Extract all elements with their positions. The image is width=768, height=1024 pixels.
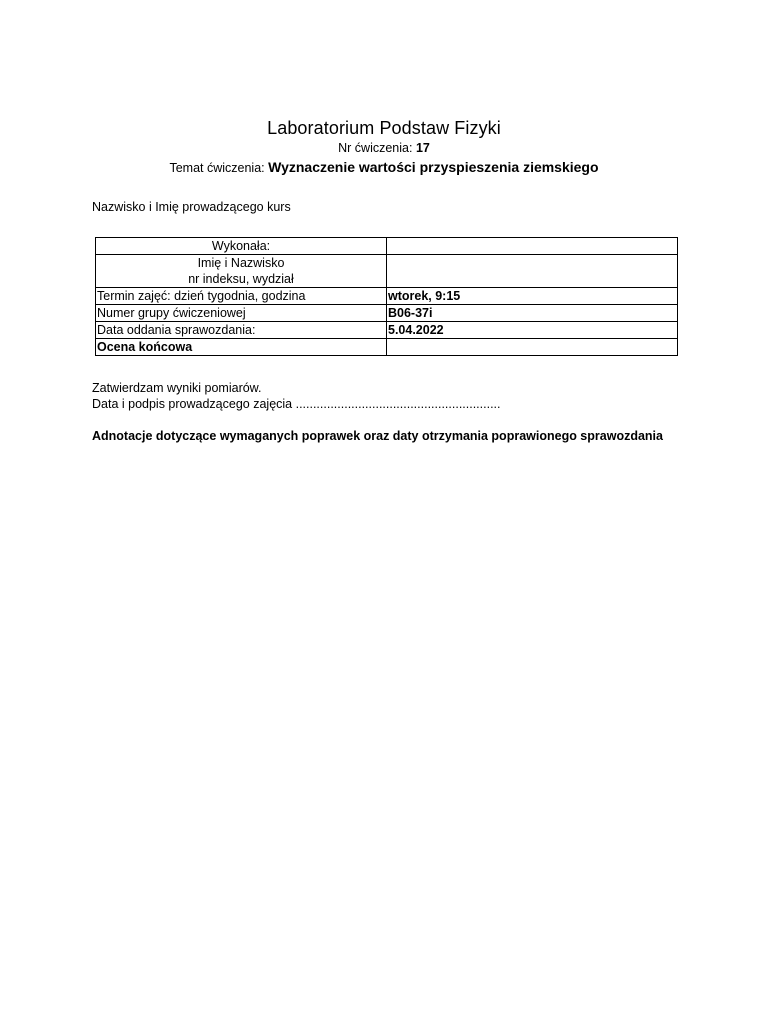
name-index-cell xyxy=(96,255,387,288)
instructor-name-line: Nazwisko i Imię prowadzącego kurs xyxy=(92,200,291,214)
exercise-number-value: 17 xyxy=(415,141,430,155)
table-row xyxy=(96,305,678,322)
table-row xyxy=(96,288,678,305)
group-number-label: Numer grupy ćwiczeniowej xyxy=(96,305,387,322)
approval-signature-line: Data i podpis prowadzącego zajęcia ........................................................... xyxy=(92,397,501,411)
name-index-value xyxy=(387,255,678,288)
performed-by-header: Wykonała: xyxy=(96,238,387,255)
exercise-topic-value: Wyznaczenie wartości przyspieszenia ziemskiego xyxy=(268,159,599,175)
exercise-number xyxy=(0,141,768,155)
annotations-heading: Adnotacje dotyczące wymaganych poprawek oraz daty otrzymania poprawionego sprawozdania xyxy=(92,429,663,443)
table-row xyxy=(96,255,678,288)
exercise-topic xyxy=(0,159,768,175)
schedule-value: wtorek, 9:15 xyxy=(387,288,678,305)
table-row xyxy=(96,339,678,356)
approval-statement: Zatwierdzam wyniki pomiarów. xyxy=(92,381,262,395)
document-title: Laboratorium Podstaw Fizyki xyxy=(267,118,501,138)
submission-date-label: Data oddania sprawozdania: xyxy=(96,322,387,339)
name-label: Imię i Nazwisko xyxy=(197,256,285,270)
schedule-label: Termin zajęć: dzień tygodnia, godzina xyxy=(96,288,387,305)
student-info-table xyxy=(95,237,678,356)
table-row xyxy=(96,238,678,255)
exercise-number-label: Nr ćwiczenia: xyxy=(338,141,416,155)
table-row xyxy=(96,322,678,339)
performed-by-value-top xyxy=(387,238,678,255)
final-grade-label: Ocena końcowa xyxy=(96,339,387,356)
approval-block xyxy=(92,380,501,412)
final-grade-value xyxy=(387,339,678,356)
index-label: nr indeksu, wydział xyxy=(188,272,294,286)
group-number-value: B06-37i xyxy=(387,305,678,322)
submission-date-value: 5.04.2022 xyxy=(387,322,678,339)
exercise-topic-label: Temat ćwiczenia: xyxy=(169,161,269,175)
